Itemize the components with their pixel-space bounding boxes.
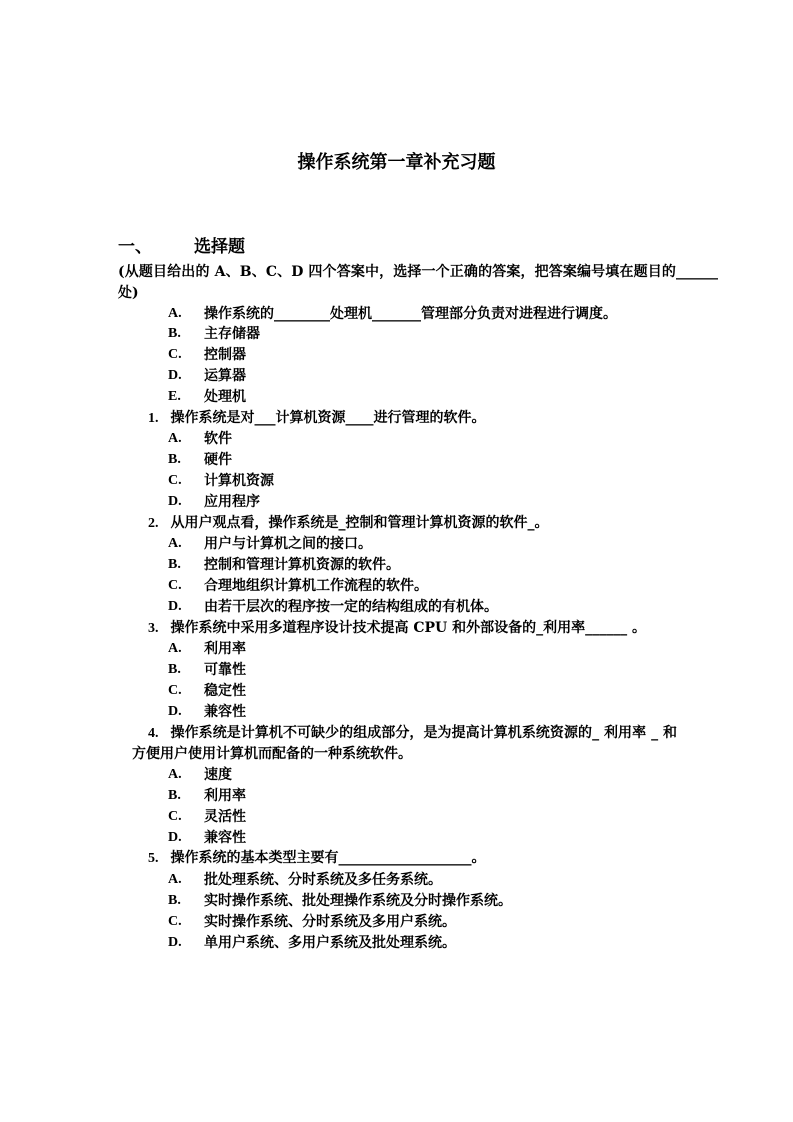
question-text: 从用户观点看，操作系统是_控制和管理计算机资源的软件_。 (170, 514, 549, 531)
answer-option (118, 534, 718, 555)
question (118, 304, 718, 408)
option-label: D. (168, 703, 182, 719)
option-label: D. (168, 493, 182, 509)
option-label: C. (168, 682, 182, 698)
question-stem (118, 723, 677, 766)
section-label: 选择题 (194, 237, 245, 257)
option-label: A. (168, 767, 182, 783)
answer-option (118, 660, 718, 681)
option-label: A. (168, 305, 182, 321)
answer-option (118, 681, 718, 702)
question-stem (118, 408, 677, 430)
answer-option (118, 786, 718, 807)
option-text: 兼容性 (204, 829, 246, 846)
option-text: 应用程序 (204, 493, 260, 510)
option-text: 操作系统的________处理机_______管理部分负责对进程进行调度。 (204, 305, 617, 322)
answer-option (118, 765, 718, 786)
option-text: 硬件 (204, 452, 232, 469)
answer-option (118, 870, 718, 891)
question-text: 操作系统是对___计算机资源____进行管理的软件。 (170, 409, 486, 426)
option-text: 控制和管理计算机资源的软件。 (204, 557, 400, 574)
question-number: 4. (148, 725, 159, 741)
instructions: (从题目给出的 A、B、C、D 四个答案中，选择一个正确的答案，把答案编号填在题目的______处) (118, 264, 718, 301)
option-text: 单用户系统、多用户系统及批处理系统。 (204, 934, 456, 951)
option-text: 利用率 (204, 641, 246, 658)
option-label: B. (168, 557, 181, 573)
answer-option (118, 429, 718, 450)
option-label: B. (168, 892, 181, 908)
question (118, 848, 718, 953)
answer-option (118, 555, 718, 576)
option-label: D. (168, 934, 182, 950)
question-number: 5. (148, 851, 159, 867)
option-text: 批处理系统、分时系统及多任务系统。 (204, 872, 442, 889)
page-title: 操作系统第一章补充习题 (297, 152, 496, 173)
answer-option (118, 492, 718, 513)
answer-option (118, 324, 718, 345)
option-label: C. (168, 577, 182, 593)
answer-option (118, 807, 718, 828)
option-text: 软件 (204, 431, 232, 448)
option-text: 由若干层次的程序按一定的结构组成的有机体。 (204, 598, 498, 615)
option-label: B. (168, 787, 181, 803)
answer-option (118, 597, 718, 618)
option-text: 处理机 (204, 388, 246, 405)
question (118, 618, 718, 723)
question-text: 操作系统的基本类型主要有___________________。 (170, 850, 486, 867)
question-number: 3. (148, 620, 159, 636)
answer-option (118, 304, 718, 325)
answer-option (118, 933, 718, 954)
answer-option (118, 891, 718, 912)
question-list (118, 262, 718, 953)
question (118, 723, 718, 849)
option-text: 速度 (204, 767, 232, 784)
option-label: D. (168, 598, 182, 614)
question-stem (118, 513, 677, 535)
answer-option (118, 450, 718, 471)
option-text: 灵活性 (204, 808, 246, 825)
question-stem (118, 618, 677, 640)
option-label: D. (168, 829, 182, 845)
answer-option (118, 366, 718, 387)
answer-option (118, 387, 718, 408)
option-text: 稳定性 (204, 682, 246, 699)
question-number: 2. (148, 515, 159, 531)
option-label: A. (168, 431, 182, 447)
option-label: A. (168, 641, 182, 657)
option-text: 利用率 (204, 787, 246, 804)
question-text: 操作系统中采用多道程序设计技术提高 CPU 和外部设备的_利用率______ 。 (170, 619, 646, 636)
option-text: 运算器 (204, 367, 246, 384)
answer-option (118, 471, 718, 492)
option-label: B. (168, 452, 181, 468)
answer-option (118, 345, 718, 366)
section-heading (118, 232, 245, 257)
question-number: 1. (148, 410, 159, 426)
option-text: 兼容性 (204, 703, 246, 720)
option-label: C. (168, 347, 182, 363)
question-text: 操作系统是计算机不可缺少的组成部分，是为提高计算机系统资源的_ 利用率 _ 和方便用户使用计算机而配备的一种系统软件。 (132, 724, 677, 763)
option-label: A. (168, 536, 182, 552)
question-stem (118, 848, 677, 870)
option-text: 用户与计算机之间的接口。 (204, 536, 372, 553)
answer-option (118, 576, 718, 597)
answer-option (118, 639, 718, 660)
option-label: B. (168, 662, 181, 678)
option-label: C. (168, 472, 182, 488)
answer-option (118, 828, 718, 849)
option-label: E. (168, 388, 181, 404)
answer-option (118, 702, 718, 723)
question (118, 513, 718, 618)
option-text: 可靠性 (204, 662, 246, 679)
option-text: 主存储器 (204, 326, 260, 343)
option-label: D. (168, 367, 182, 383)
option-text: 计算机资源 (204, 472, 274, 489)
option-text: 实时操作系统、分时系统及多用户系统。 (204, 913, 456, 930)
option-text: 合理地组织计算机工作流程的软件。 (204, 577, 428, 594)
section-number: 一、 (118, 237, 152, 257)
option-label: A. (168, 872, 182, 888)
answer-option (118, 912, 718, 933)
option-text: 实时操作系统、批处理操作系统及分时操作系统。 (204, 892, 512, 909)
option-label: C. (168, 913, 182, 929)
option-label: C. (168, 808, 182, 824)
option-label: B. (168, 326, 181, 342)
option-text: 控制器 (204, 347, 246, 364)
question (118, 408, 718, 513)
